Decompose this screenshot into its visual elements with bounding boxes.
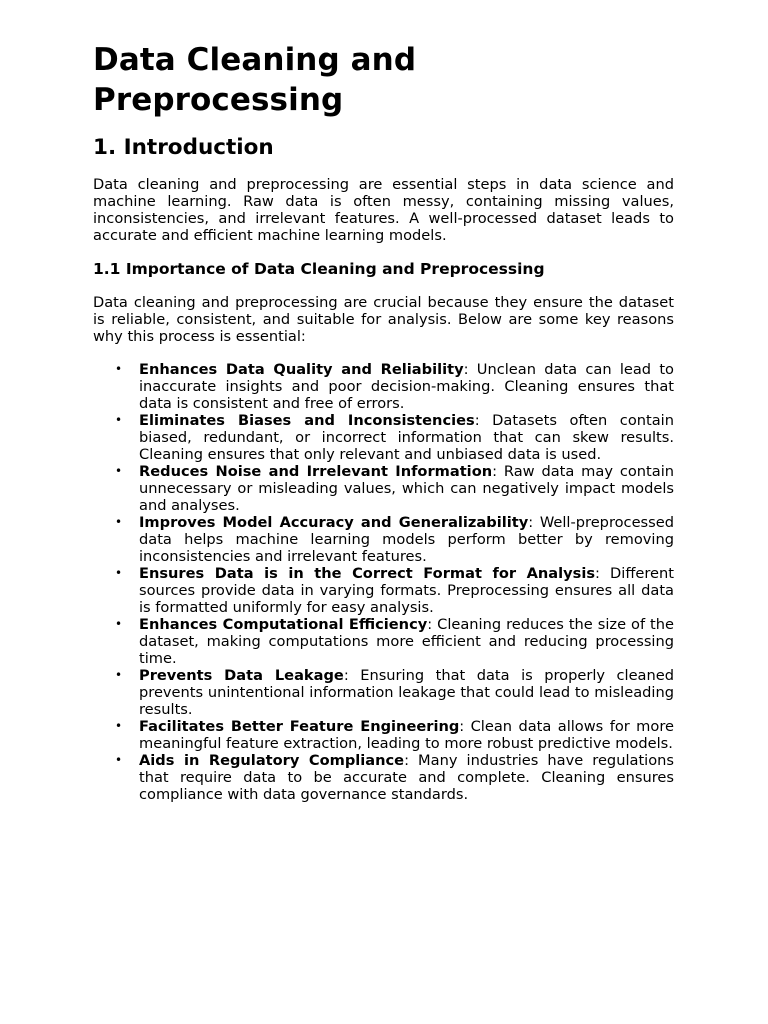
list-item [115, 463, 674, 514]
document-title: Data Cleaning and Preprocessing [93, 42, 417, 118]
list-item [115, 718, 674, 752]
list-item [115, 514, 674, 565]
introduction-paragraph: Data cleaning and preprocessing are essential steps in data science and machine learning. Raw data is often messy, containing missing values, inconsistencies, and irrelevant features. A well-processed dataset leads to accurate and efficient machine learning models. [93, 176, 674, 244]
reasons-list [93, 361, 674, 803]
reason-term: Ensures Data is in the Correct Format for Analysis [139, 565, 596, 582]
importance-paragraph: Data cleaning and preprocessing are crucial because they ensure the dataset is reliable, consistent, and suitable for analysis. Below are some key reasons why this process is essential: [93, 294, 674, 345]
list-item [115, 667, 674, 718]
bullet-icon: • [115, 464, 123, 478]
list-item [115, 412, 674, 463]
reason-text: : Raw data may contain unnecessary or misleading values, which can negatively impact models and analyses. [139, 463, 674, 514]
list-item [115, 565, 674, 616]
reason-text: : Datasets often contain biased, redundant, or incorrect information that can skew results. Cleaning ensures that only relevant and unbiased data is used. [139, 412, 674, 463]
bullet-icon: • [115, 719, 123, 733]
bullet-icon: • [115, 753, 123, 767]
reason-text: : Different sources provide data in varying formats. Preprocessing ensures all data is formatted uniformly for easy analysis. [139, 565, 674, 616]
section-heading-introduction: 1. Introduction [93, 135, 274, 160]
reason-term: Improves Model Accuracy and Generalizability [139, 514, 529, 531]
bullet-icon: • [115, 362, 123, 376]
reason-term: Aids in Regulatory Compliance [139, 752, 405, 769]
reason-text: : Cleaning reduces the size of the dataset, making computations more efficient and reducing processing time. [139, 616, 675, 667]
reason-term: Eliminates Biases and Inconsistencies [139, 412, 475, 429]
bullet-icon: • [115, 566, 123, 580]
bullet-icon: • [115, 617, 123, 631]
reason-text: : Ensuring that data is properly cleaned prevents unintentional information leakage that could lead to misleading results. [139, 667, 674, 718]
reason-text: : Clean data allows for more meaningful feature extraction, leading to more robust predictive models. [139, 718, 674, 752]
reason-text: : Many industries have regulations that require data to be accurate and complete. Cleaning ensures compliance with data governance standards. [139, 752, 674, 803]
list-item [115, 616, 675, 667]
reason-term: Prevents Data Leakage [139, 667, 344, 684]
reason-term: Enhances Data Quality and Reliability [139, 361, 464, 378]
reason-term: Facilitates Better Feature Engineering [139, 718, 460, 735]
reason-term: Reduces Noise and Irrelevant Information [139, 463, 493, 480]
list-item [115, 361, 674, 412]
list-item [115, 752, 674, 803]
bullet-icon: • [115, 668, 123, 682]
subsection-heading-importance: 1.1 Importance of Data Cleaning and Preprocessing [93, 260, 545, 278]
reason-text: : Well-preprocessed data helps machine learning models perform better by removing inconsistencies and irrelevant features. [139, 514, 674, 565]
bullet-icon: • [115, 413, 123, 427]
reason-term: Enhances Computational Efficiency [139, 616, 428, 633]
bullet-icon: • [115, 515, 123, 529]
reason-text: : Unclean data can lead to inaccurate insights and poor decision-making. Cleaning ensures that data is consistent and free of errors. [139, 361, 674, 412]
